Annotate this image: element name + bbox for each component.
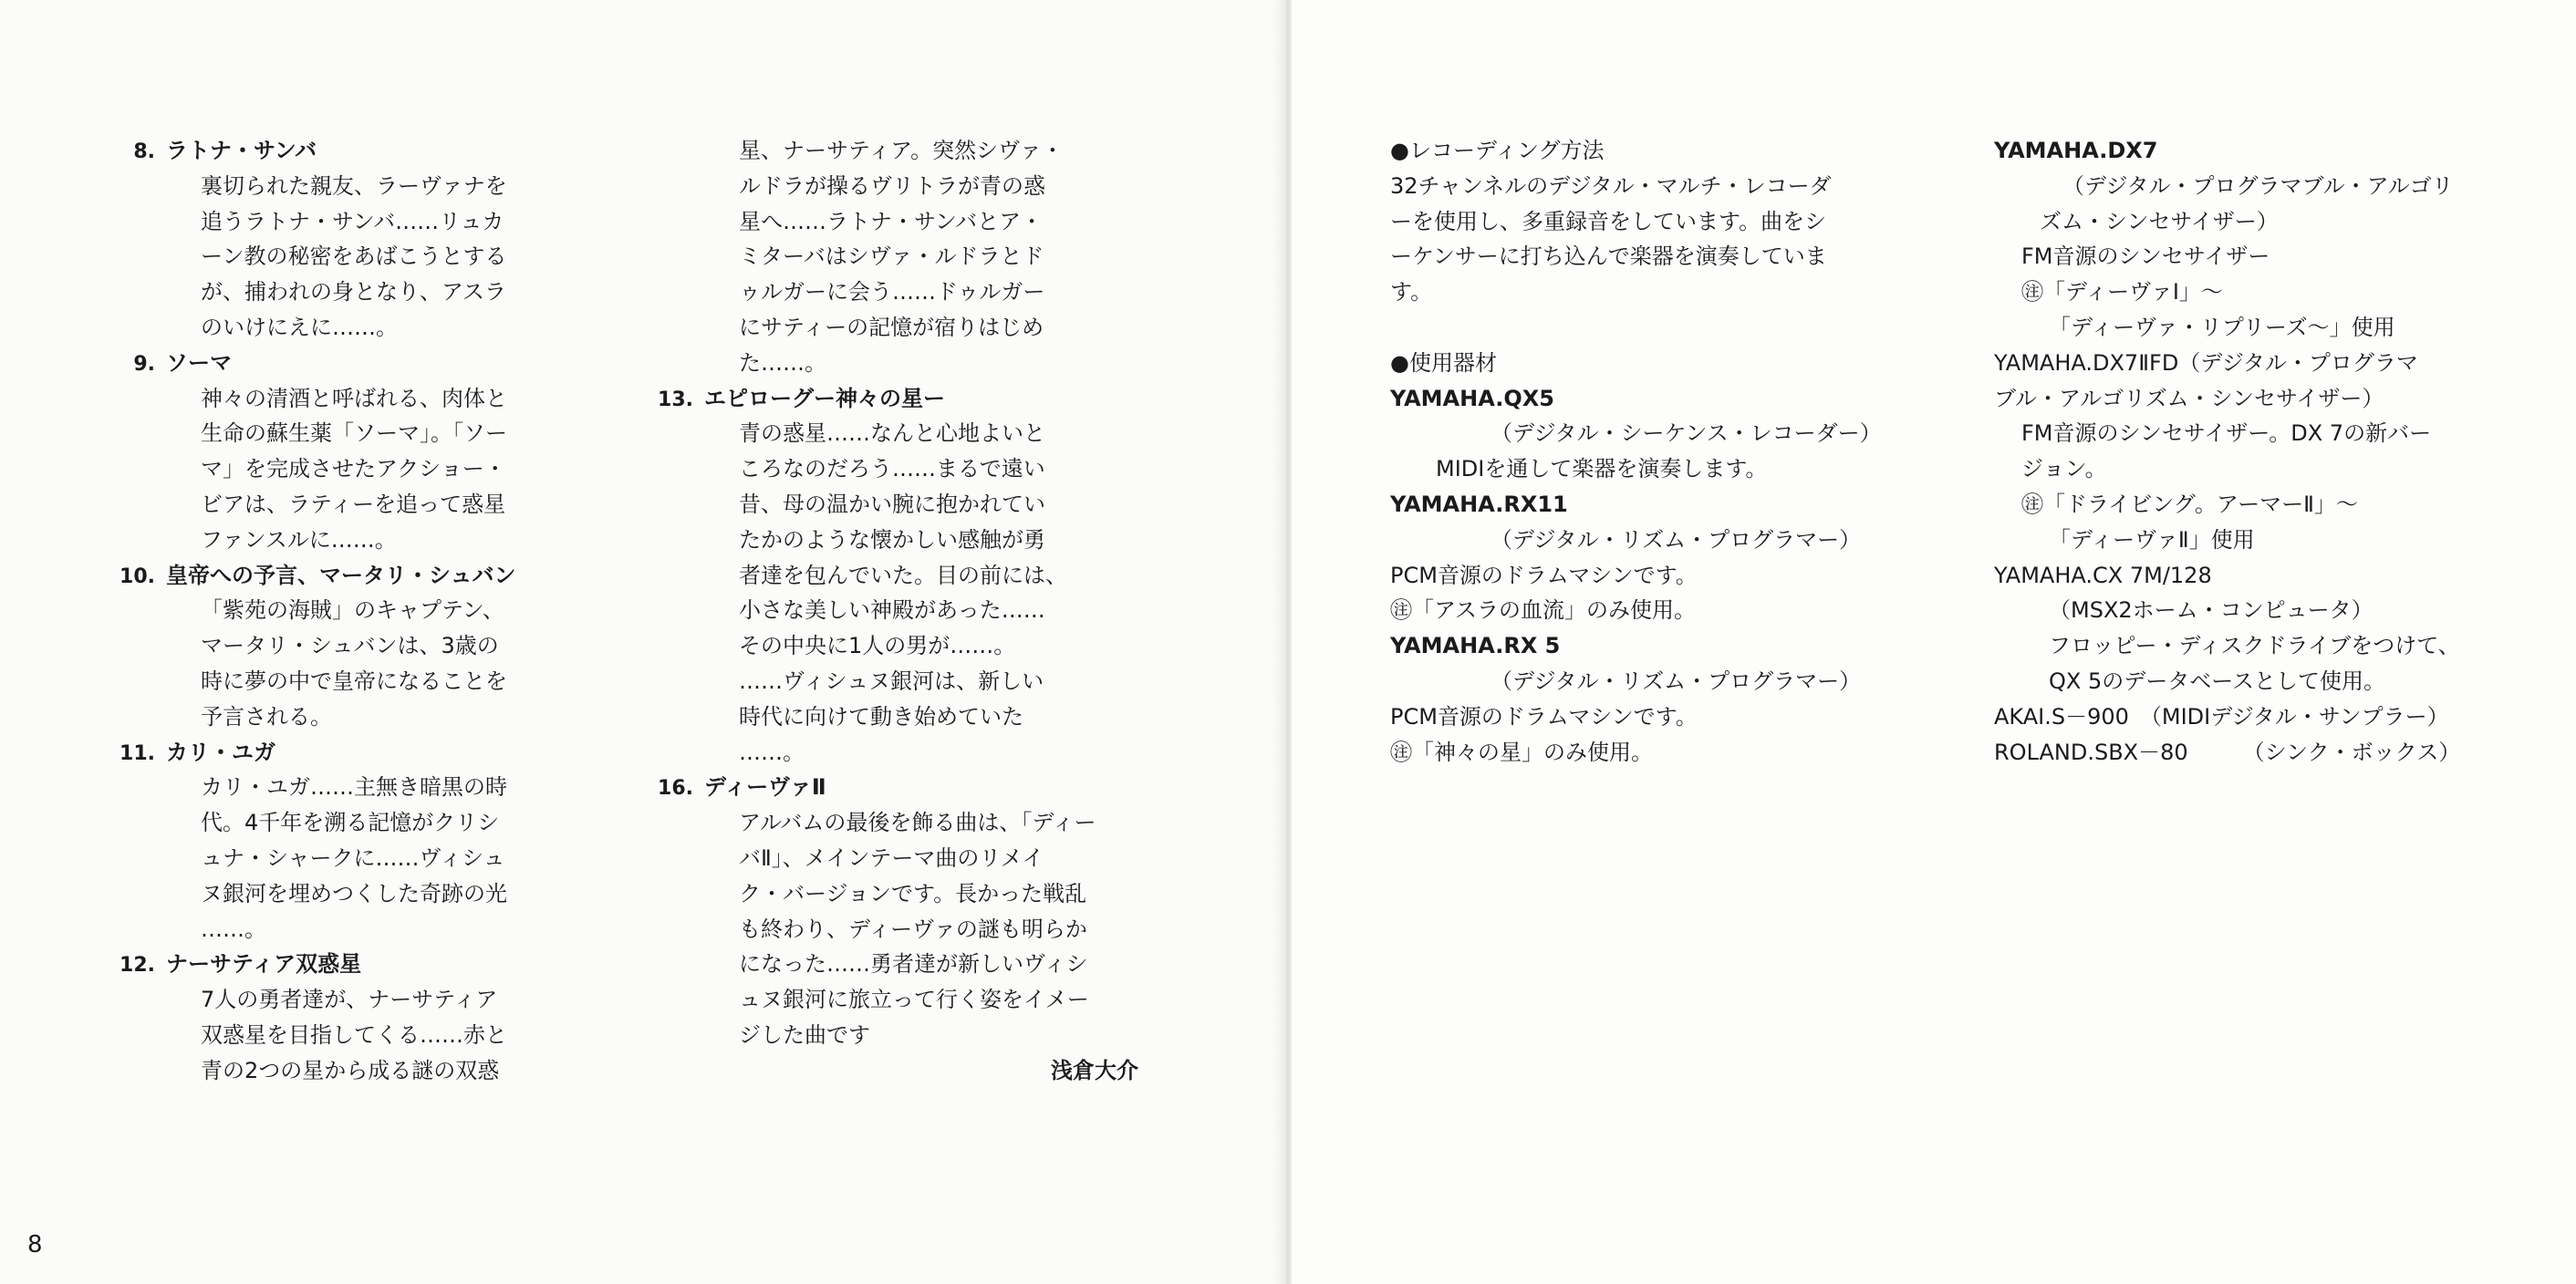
track-title: 皇帝への予言、マータリ・シュバン bbox=[166, 562, 516, 588]
text-line: その中央に1人の男が……。 bbox=[739, 633, 1016, 659]
text-line: 昔、母の温かい腕に抱かれてい bbox=[739, 491, 1045, 517]
track-heading bbox=[119, 947, 556, 982]
track-heading bbox=[133, 346, 556, 381]
track-title: ナーサティア双惑星 bbox=[166, 951, 362, 978]
text-line: FM音源のシンセサイザー bbox=[2021, 243, 2270, 270]
track-heading bbox=[658, 770, 1138, 805]
text-line: 裏切られた親友、ラーヴァナを bbox=[201, 172, 507, 199]
text-line: フロッピー・ディスクドライブをつけて、 bbox=[2049, 633, 2460, 659]
text-line: も終わり、ディーヴァの謎も明らか bbox=[739, 916, 1087, 942]
equipment-name: YAMAHA.QX5 bbox=[1390, 385, 1554, 411]
text-line: ●レコーディング方法 bbox=[1390, 138, 1605, 163]
track-title: カリ・ユガ bbox=[166, 739, 275, 765]
track-title: ディーヴァⅡ bbox=[704, 774, 826, 801]
text-line: 青の2つの星から成る謎の双惑 bbox=[201, 1057, 500, 1083]
text-line: YAMAHA.CX 7M/128 bbox=[1994, 562, 2212, 588]
text-line: ュナ・シャークに……ヴィシュ bbox=[201, 844, 505, 871]
left-page bbox=[0, 0, 1284, 1284]
text-line: 星、ナーサティア。突然シヴァ・ bbox=[739, 138, 1064, 163]
right-column-2 bbox=[1994, 133, 2541, 770]
text-line: のいけにえに……。 bbox=[201, 314, 398, 340]
text-line: ●使用器材 bbox=[1390, 349, 1497, 376]
track-heading bbox=[658, 381, 1138, 417]
text-line: （デジタル・リズム・プログラマー） bbox=[1491, 526, 1862, 553]
text-line: カリ・ユガ……主無き暗黒の時 bbox=[201, 774, 507, 801]
text-line: ころなのだろう……まるで遠い bbox=[739, 456, 1045, 482]
text-line: QX 5のデータベースとして使用。 bbox=[2049, 668, 2386, 694]
text-line: たかのような懐かしい感触が勇 bbox=[739, 526, 1045, 553]
text-line: （デジタル・リズム・プログラマー） bbox=[1491, 668, 1862, 694]
text-line: ジした曲です bbox=[739, 1021, 870, 1048]
track-title: ラトナ・サンバ bbox=[166, 138, 317, 163]
text-line: FM音源のシンセサイザー。DX 7の新バー bbox=[2021, 420, 2432, 447]
track-heading bbox=[119, 735, 556, 771]
text-line: ㊟「ドライビング。アーマーⅡ」～ bbox=[2021, 491, 2358, 517]
text-line: ゥルガーに会う……ドゥルガー bbox=[739, 279, 1045, 305]
text-line: 神々の清酒と呼ばれる、肉体と bbox=[201, 385, 507, 411]
text-line: 7人の勇者達が、ナーサティア bbox=[201, 987, 498, 1013]
track-title: ソーマ bbox=[166, 349, 232, 376]
text-line: ーを使用し、多重録音をしています。曲をシ bbox=[1390, 208, 1827, 234]
text-line: 時代に向けて動き始めていた bbox=[739, 703, 1023, 730]
text-line: ……ヴィシュヌ銀河は、新しい bbox=[739, 668, 1044, 694]
text-line: ミターバはシヴァ・ルドラとド bbox=[739, 243, 1044, 270]
text-line: ルドラが操るヴリトラが青の惑 bbox=[739, 172, 1045, 199]
text-line: 小さな美しい神殿があった…… bbox=[739, 597, 1045, 624]
text-line: 「ディーヴァ・リプリーズ～」使用 bbox=[2049, 314, 2395, 340]
text-line: 代。4千年を溯る記憶がクリシ bbox=[201, 810, 500, 836]
equipment-name: YAMAHA.RX11 bbox=[1390, 491, 1568, 517]
text-line: マータリ・シュバンは、3歳の bbox=[201, 633, 499, 659]
track-number: 9. bbox=[133, 352, 155, 376]
text-line: 追うラトナ・サンバ……リュカ bbox=[201, 208, 504, 234]
text-line: ㊟「神々の星」のみ使用。 bbox=[1390, 739, 1653, 765]
right-column-1 bbox=[1390, 133, 1901, 770]
text-line: PCM音源のドラムマシンです。 bbox=[1390, 562, 1698, 588]
text-line: （MSX2ホーム・コンピュータ） bbox=[2049, 597, 2373, 624]
left-column-2 bbox=[658, 133, 1138, 1089]
track-heading bbox=[119, 558, 556, 594]
text-line: ㊟「ディーヴァⅠ」～ bbox=[2021, 279, 2223, 305]
text-line: す。 bbox=[1390, 279, 1433, 305]
text-line: 「ディーヴァⅡ」使用 bbox=[2049, 526, 2255, 553]
track-number: 8. bbox=[133, 140, 155, 163]
text-line: ク・バージョンです。長かった戦乱 bbox=[739, 880, 1087, 906]
text-line: ㊟「アスラの血流」のみ使用。 bbox=[1390, 597, 1697, 624]
text-line: バⅡ」、メインテーマ曲のリメイ bbox=[739, 844, 1044, 871]
track-heading bbox=[133, 133, 556, 169]
text-line: 星へ……ラトナ・サンバとア・ bbox=[739, 208, 1044, 234]
track-number: 13. bbox=[658, 388, 693, 411]
track-number: 10. bbox=[119, 564, 155, 588]
text-line: （デジタル・シーケンス・レコーダー） bbox=[1491, 420, 1882, 447]
track-number: 12. bbox=[119, 954, 155, 978]
text-line: が、捕われの身となり、アスラ bbox=[201, 279, 507, 305]
text-line: マ」を完成させたアクショー・ bbox=[201, 456, 506, 482]
text-line: MIDIを通して楽器を演奏します。 bbox=[1436, 456, 1768, 482]
page-number: 8 bbox=[27, 1231, 43, 1258]
text-line: AKAI.S－900 （MIDIデジタル・サンプラー） bbox=[1994, 703, 2449, 730]
left-column-1 bbox=[119, 133, 556, 1089]
track-number: 16. bbox=[658, 777, 693, 801]
text-line: た……。 bbox=[739, 349, 826, 376]
text-line: 青の惑星……なんと心地よいと bbox=[739, 420, 1045, 447]
text-line: （デジタル・プログラマブル・アルゴリ bbox=[2062, 172, 2454, 199]
text-line: ズム・シンセサイザー） bbox=[2040, 208, 2279, 234]
equipment-name: YAMAHA.DX7 bbox=[1994, 138, 2158, 163]
equipment-name: YAMAHA.RX 5 bbox=[1390, 633, 1561, 659]
text-line: ーン教の秘密をあばこうとする bbox=[201, 243, 507, 270]
text-line: にサティーの記憶が宿りはじめ bbox=[739, 314, 1044, 340]
text-line: ヌ銀河を埋めつくした奇跡の光 bbox=[201, 880, 507, 906]
text-line: 「紫苑の海賊」のキャプテン、 bbox=[201, 597, 504, 624]
right-page bbox=[1292, 0, 2576, 1284]
track-title: エピローグー神々の星ー bbox=[704, 385, 945, 411]
text-line: ……。 bbox=[201, 916, 266, 942]
text-line: ファンスルに……。 bbox=[201, 526, 397, 553]
text-line: PCM音源のドラムマシンです。 bbox=[1390, 703, 1698, 730]
text-line: 生命の蘇生薬「ソーマ」。「ソー bbox=[201, 420, 507, 447]
text-line: ROLAND.SBX－80 （シンク・ボックス） bbox=[1994, 739, 2461, 765]
text-line: 双惑星を目指してくる……赤と bbox=[201, 1021, 507, 1048]
text-line: ブル・アルゴリズム・シンセサイザー） bbox=[1994, 385, 2384, 411]
text-line: 時に夢の中で皇帝になることを bbox=[201, 668, 507, 694]
text-line: 予言される。 bbox=[201, 703, 332, 730]
text-line: ……。 bbox=[739, 739, 805, 765]
text-line bbox=[1390, 310, 1901, 346]
text-line: ジョン。 bbox=[2021, 456, 2107, 482]
text-line: ーケンサーに打ち込んで楽器を演奏していま bbox=[1390, 243, 1827, 270]
text-line: アルバムの最後を飾る曲は、「ディー bbox=[739, 810, 1096, 836]
text-line: 者達を包んでいた。目の前には、 bbox=[739, 562, 1067, 588]
text-line: ビアは、ラティーを追って惑星 bbox=[201, 491, 506, 517]
author-signature: 浅倉大介 bbox=[1051, 1057, 1138, 1083]
text-line: 32チャンネルのデジタル・マルチ・レコーダ bbox=[1390, 172, 1832, 199]
text-line: ュヌ銀河に旅立って行く姿をイメー bbox=[739, 987, 1089, 1013]
text-line: になった……勇者達が新しいヴィシ bbox=[739, 951, 1088, 978]
track-number: 11. bbox=[119, 741, 155, 765]
text-line: YAMAHA.DX7ⅡFD（デジタル・プログラマ bbox=[1994, 349, 2418, 376]
